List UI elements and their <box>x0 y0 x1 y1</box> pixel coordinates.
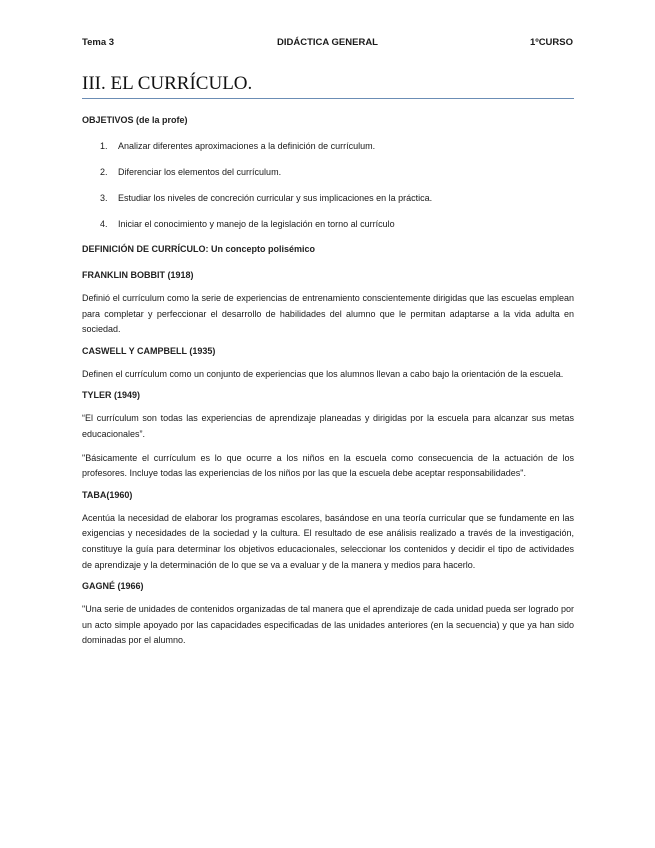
author-paragraph: Acentúa la necesidad de elaborar los programas escolares, basándose en una teoría curricular que se fundamente en las exigencias y necesidades de la sociedad y la cultura. El resultado de ese análisis realizado a través de la investigación, constituye la guía para determinar los objetivos educacionales, seleccionar los contenidos y decidir el tipo de actividades de aprendizaje y la determinación de lo que se va a evaluar y de la manera y medios para hacerlo. <box>82 512 574 570</box>
list-number: 4. <box>100 219 108 229</box>
header-subject: DIDÁCTICA GENERAL <box>277 37 378 48</box>
author-heading: GAGNÉ (1966) <box>82 581 144 592</box>
chapter-title: III. EL CURRÍCULO. <box>82 73 253 94</box>
list-text: Estudiar los niveles de concreción curricular y sus implicaciones en la práctica. <box>118 193 433 203</box>
list-number: 1. <box>100 141 108 151</box>
header-topic: Tema 3 <box>82 37 115 48</box>
list-item <box>82 193 574 204</box>
author-heading: TABA(1960) <box>82 489 133 500</box>
list-number: 2. <box>100 167 108 177</box>
list-text: Diferenciar los elementos del currículum. <box>118 167 282 177</box>
author-heading: TYLER (1949) <box>82 390 141 401</box>
author-paragraph: "Básicamente el currículum es lo que ocurre a los niños en la escuela como consecuencia de la actuación de los profesores. Incluye todas las experiencias de los niños por las que la escuela debe aceptar responsabilidades". <box>82 452 574 479</box>
author-paragraph: Definen el currículum como un conjunto de experiencias que los alumnos llevan a cabo bajo la orientación de la escuela. <box>82 368 564 379</box>
title-underline <box>82 98 574 99</box>
list-item <box>82 141 574 152</box>
list-item <box>82 167 574 178</box>
list-text: Iniciar el conocimiento y manejo de la legislación en torno al currículo <box>118 219 395 229</box>
author-paragraph: “El currículum son todas las experiencias de aprendizaje planeadas y dirigidas por la escuela para alcanzar sus metas educacionales”. <box>82 413 574 439</box>
document-body <box>82 115 574 649</box>
objectives-heading: OBJETIVOS (de la profe) <box>82 115 188 125</box>
objectives-list <box>82 141 574 230</box>
running-header <box>82 37 573 51</box>
list-item <box>82 219 574 230</box>
author-heading: CASWELL Y CAMPBELL (1935) <box>82 345 216 356</box>
list-number: 3. <box>100 193 108 203</box>
list-text: Analizar diferentes aproximaciones a la definición de currículum. <box>118 141 376 151</box>
author-paragraph: "Una serie de unidades de contenidos organizadas de tal manera que el aprendizaje de cada unidad pueda ser logrado por un acto simple apoyado por las capacidades especificadas de las unidades anteriores (en la secuencia) y que ya han sido dominadas por el alumno. <box>82 604 574 646</box>
definition-heading: DEFINICIÓN DE CURRÍCULO: Un concepto polisémico <box>82 244 316 254</box>
author-paragraph: Definió el currículum como la serie de experiencias de entrenamiento conscientemente dirigidas que las escuelas emplean para completar y perfeccionar el desarrollo de habilidades del alumno que le permitan adaptarse a la vida adulta en sociedad. <box>82 293 574 335</box>
author-heading: FRANKLIN BOBBIT (1918) <box>82 270 194 280</box>
header-course: 1ºCURSO <box>529 37 573 48</box>
